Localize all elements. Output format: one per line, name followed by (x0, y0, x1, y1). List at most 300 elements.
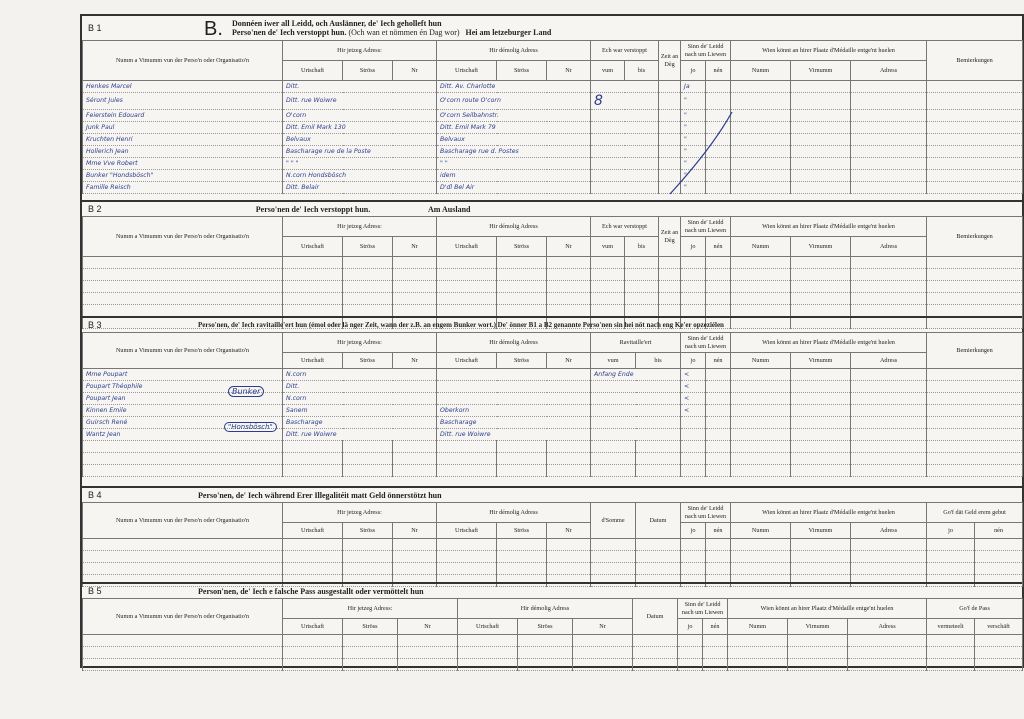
hidden-period (591, 158, 659, 170)
table-cell (731, 381, 791, 393)
former-address: O'corn route O'corn (437, 93, 591, 110)
section-id: B 1 (88, 23, 102, 33)
table-cell (791, 158, 851, 170)
table-row (83, 647, 1023, 659)
former-address: Ditt. Av. Charlotte (437, 81, 591, 93)
table-cell (659, 81, 681, 93)
table-cell (791, 110, 851, 122)
table-cell (591, 539, 636, 551)
table-cell (791, 563, 851, 575)
table-cell (927, 429, 1023, 441)
table-cell (393, 465, 437, 477)
b1-table: Numm a Vimumm vun der Perso'n oder Organisatio'n Hir jetzeg Adress: Hir démolig Adress Ech war verstoppt Zeit an Dèg Sinn de' Leidd nach um Liewen Wien könnt an hirer Plaatz d'Médaille entge'nt huelen Bemierkungen Urtschaft Ströss Nr Urtschaft Ströss Nr vum bis jo nén Numm Virnumm Adress Henkes Marcel Ditt. Ditt. Av. Charlotte Ja Séront Jules Ditt. rue Woiwre O'corn route O'corn 8 " Feierstein Edouard O'corn O'corn Seilbahnstr. " Junk Paul Ditt. Emil Mark 130 Ditt. Emil Mark 79 " Kruchten Henri Belvaux Belvaux " Hollerich Jean Bascharage rue de la Poste Bascharage rue d. Postes " Mme Vve Robert " " " " " " Bunker "Hondsbösch" N.corn Hondsbösch idem " Famille Reisch Ditt. Belair D'dl Bel Air " (82, 40, 1023, 194)
table-cell (283, 635, 343, 647)
table-cell (83, 647, 283, 659)
table-cell (283, 659, 343, 671)
table-row (83, 635, 1023, 647)
table-cell (633, 635, 678, 647)
alive-yes: " (681, 182, 706, 194)
table-cell (659, 134, 681, 146)
current-address: " " " (283, 158, 437, 170)
hidden-period (591, 81, 659, 93)
table-cell (791, 269, 851, 281)
table-cell (851, 405, 927, 417)
table-row (83, 281, 1023, 293)
table-cell (497, 441, 547, 453)
current-address: O'corn (283, 110, 437, 122)
table-cell (706, 293, 731, 305)
table-cell (851, 417, 927, 429)
table-cell (731, 441, 791, 453)
table-cell (547, 305, 591, 317)
table-cell (591, 293, 625, 305)
table-cell (437, 281, 497, 293)
table-row (83, 381, 1023, 393)
table-cell (437, 305, 497, 317)
table-cell (659, 257, 681, 269)
b5-table: Numm a Vimumm vun der Perso'n oder Organisatio'n Hir jetzeg Adress: Hir démolig Adress Datum Sinn de' Leidd nach um Liewen Wien könnt an hirer Plaatz d'Médaille entge'nt huelen Go'f de Pass Urtschaft Ströss Nr Urtschaft Ströss Nr jo nén Numm Virnumm Adress vermeteelt verschäft (82, 598, 1023, 671)
table-cell (791, 305, 851, 317)
supply-period (591, 393, 681, 405)
table-cell (975, 659, 1023, 671)
table-cell (731, 134, 791, 146)
table-cell (706, 393, 731, 405)
person-name: Hollerich Jean (83, 146, 283, 158)
table-cell (706, 551, 731, 563)
table-cell (497, 551, 547, 563)
hidden-period (591, 146, 659, 158)
table-cell (681, 441, 706, 453)
table-cell (283, 293, 343, 305)
table-cell (848, 659, 927, 671)
table-cell (927, 305, 1023, 317)
table-row (83, 158, 1023, 170)
table-cell (659, 170, 681, 182)
table-cell (437, 465, 497, 477)
table-cell (851, 81, 927, 93)
table-cell (788, 635, 848, 647)
table-cell (927, 441, 1023, 453)
table-cell (547, 257, 591, 269)
table-cell (706, 170, 731, 182)
former-address: Bascharage (437, 417, 591, 429)
table-cell (547, 551, 591, 563)
table-cell (927, 281, 1023, 293)
hidden-period (591, 110, 659, 122)
hidden-period (591, 122, 659, 134)
table-cell (706, 81, 731, 93)
table-cell (283, 257, 343, 269)
table-row (83, 465, 1023, 477)
table-cell (791, 134, 851, 146)
former-address: Belvaux (437, 134, 591, 146)
current-address: Sanem (283, 405, 437, 417)
table-cell (437, 453, 497, 465)
table-cell (343, 647, 398, 659)
table-cell (591, 305, 625, 317)
table-cell (398, 647, 458, 659)
table-cell (625, 305, 659, 317)
table-cell (731, 293, 791, 305)
table-cell (731, 551, 791, 563)
table-row (83, 539, 1023, 551)
table-cell (625, 293, 659, 305)
table-cell (497, 293, 547, 305)
former-address (437, 393, 591, 405)
table-cell (681, 453, 706, 465)
alive-yes: " (681, 110, 706, 122)
table-cell (437, 293, 497, 305)
table-cell (731, 93, 791, 110)
current-address: Ditt. Emil Mark 130 (283, 122, 437, 134)
table-row (83, 182, 1023, 194)
table-cell (343, 305, 393, 317)
section-title: Donnéen iwer all Leidd, och Auslänner, de' Iech geholleft hun Perso'nen de' Iech verstoppt hun. (Och wan et nömmen én Dag wor) Hei am letzeburger Land (232, 19, 552, 38)
current-address: Ditt. rue Woiwre (283, 93, 437, 110)
table-cell (83, 539, 283, 551)
table-cell (636, 563, 681, 575)
table-cell (659, 305, 681, 317)
table-cell (851, 93, 927, 110)
person-name: Séront Jules (83, 93, 283, 110)
table-row (83, 393, 1023, 405)
table-cell (659, 281, 681, 293)
alive-yes: " (681, 134, 706, 146)
table-row (83, 293, 1023, 305)
table-cell (393, 281, 437, 293)
table-cell (731, 257, 791, 269)
supply-period (591, 405, 681, 417)
person-name: Kinnen Emile (83, 405, 283, 417)
table-row (83, 146, 1023, 158)
person-name: Mme Poupart (83, 369, 283, 381)
table-cell (927, 647, 975, 659)
table-cell (83, 293, 283, 305)
table-cell (851, 122, 927, 134)
col-name: Numm a Vimumm vun der Perso'n oder Organisatio'n (83, 41, 283, 81)
table-cell (927, 110, 1023, 122)
table-cell (659, 158, 681, 170)
table-cell (791, 441, 851, 453)
table-cell (927, 539, 975, 551)
b2-table: Numm a Vimumm vun der Perso'n oder Organisatio'n Hir jetzeg Adress: Hir démolig Adress Ech war verstoppt Zeit an Dèg Sinn de' Leidd nach um Liewen Wien könnt an hirer Plaatz d'Médaille entge'nt huelen Bemierkungen Urtschaft Ströss Nr Urtschaft Ströss Nr vum bis jo nén Numm Virnumm Adress (82, 216, 1023, 329)
table-cell (851, 453, 927, 465)
table-cell (851, 257, 927, 269)
table-cell (791, 281, 851, 293)
table-cell (731, 465, 791, 477)
b2-header: B 2 Perso'nen de' Iech verstoppt hun. Am Ausland (88, 204, 471, 214)
table-cell (927, 465, 1023, 477)
table-cell (283, 551, 343, 563)
table-cell (731, 182, 791, 194)
table-cell (848, 635, 927, 647)
table-cell (83, 551, 283, 563)
table-row (83, 369, 1023, 381)
alive-yes: < (681, 381, 706, 393)
table-cell (731, 170, 791, 182)
table-cell (851, 281, 927, 293)
alive-yes: " (681, 122, 706, 134)
table-cell (706, 417, 731, 429)
table-cell (458, 635, 518, 647)
supply-period (591, 417, 681, 429)
alive-yes: " (681, 146, 706, 158)
table-cell (851, 134, 927, 146)
table-cell (731, 429, 791, 441)
table-cell (851, 563, 927, 575)
table-cell (703, 635, 728, 647)
former-address (437, 381, 591, 393)
table-cell (706, 369, 731, 381)
former-address: O'corn Seilbahnstr. (437, 110, 591, 122)
table-cell (851, 110, 927, 122)
hidden-period: 8 (591, 93, 659, 110)
table-cell (678, 635, 703, 647)
table-cell (851, 465, 927, 477)
table-cell (497, 305, 547, 317)
table-cell (547, 281, 591, 293)
table-row (83, 551, 1023, 563)
table-cell (788, 659, 848, 671)
table-cell (791, 257, 851, 269)
table-cell (591, 563, 636, 575)
table-cell (851, 305, 927, 317)
hidden-period (591, 182, 659, 194)
table-cell (659, 93, 681, 110)
table-cell (547, 563, 591, 575)
table-row (83, 257, 1023, 269)
table-cell (343, 257, 393, 269)
table-cell (731, 369, 791, 381)
table-cell (927, 146, 1023, 158)
table-cell (591, 257, 625, 269)
table-cell (731, 158, 791, 170)
table-cell (83, 281, 283, 293)
table-cell (927, 369, 1023, 381)
table-cell (283, 563, 343, 575)
table-cell (83, 635, 283, 647)
table-cell (851, 429, 927, 441)
table-cell (731, 122, 791, 134)
table-cell (851, 170, 927, 182)
table-cell (791, 93, 851, 110)
table-cell (731, 81, 791, 93)
table-cell (851, 182, 927, 194)
table-cell (731, 305, 791, 317)
current-address: Belvaux (283, 134, 437, 146)
table-cell (393, 441, 437, 453)
table-cell (518, 635, 573, 647)
table-cell (791, 381, 851, 393)
current-address: Ditt. (283, 81, 437, 93)
table-cell (83, 659, 283, 671)
table-cell (497, 453, 547, 465)
table-cell (731, 269, 791, 281)
table-cell (458, 647, 518, 659)
table-cell (703, 647, 728, 659)
table-cell (731, 281, 791, 293)
supply-period (591, 429, 681, 441)
table-cell (458, 659, 518, 671)
table-cell (633, 659, 678, 671)
table-cell (636, 551, 681, 563)
table-cell (731, 146, 791, 158)
table-cell (927, 158, 1023, 170)
table-cell (706, 146, 731, 158)
table-cell (731, 453, 791, 465)
table-cell (706, 122, 731, 134)
table-cell (678, 647, 703, 659)
table-cell (927, 257, 1023, 269)
table-cell (927, 170, 1023, 182)
table-cell (927, 393, 1023, 405)
table-cell (706, 405, 731, 417)
table-cell (791, 293, 851, 305)
table-cell (83, 305, 283, 317)
table-cell (573, 647, 633, 659)
table-row (83, 429, 1023, 441)
table-row (83, 305, 1023, 317)
table-cell (591, 441, 636, 453)
table-cell (659, 122, 681, 134)
table-cell (83, 563, 283, 575)
table-cell (848, 647, 927, 659)
person-name: Kruchten Henri (83, 134, 283, 146)
table-cell (83, 269, 283, 281)
table-cell (393, 305, 437, 317)
table-cell (343, 441, 393, 453)
table-row (83, 122, 1023, 134)
table-cell (927, 182, 1023, 194)
table-cell (681, 281, 706, 293)
table-cell (927, 563, 975, 575)
former-address: D'dl Bel Air (437, 182, 591, 194)
table-cell (283, 441, 343, 453)
person-name: Guirsch René (83, 417, 283, 429)
table-cell (927, 453, 1023, 465)
table-cell (706, 182, 731, 194)
table-cell (851, 158, 927, 170)
person-name: Famille Reisch (83, 182, 283, 194)
table-cell (731, 563, 791, 575)
table-cell (591, 551, 636, 563)
table-cell (927, 122, 1023, 134)
table-row (83, 81, 1023, 93)
table-cell (659, 110, 681, 122)
section-b3 (82, 316, 1022, 477)
table-cell (547, 539, 591, 551)
table-cell (706, 453, 731, 465)
current-address: Ditt. rue Woiwre (283, 429, 437, 441)
supply-period (591, 381, 681, 393)
alive-yes: < (681, 393, 706, 405)
alive-yes: " (681, 93, 706, 110)
current-address: Bascharage (283, 417, 437, 429)
table-cell (706, 281, 731, 293)
alive-yes: < (681, 405, 706, 417)
table-cell (706, 441, 731, 453)
table-cell (547, 465, 591, 477)
current-address: N.corn (283, 369, 437, 381)
alive-yes: < (681, 369, 706, 381)
alive-yes: Ja (681, 81, 706, 93)
table-cell (927, 293, 1023, 305)
table-cell (706, 110, 731, 122)
table-cell (851, 441, 927, 453)
table-cell (681, 257, 706, 269)
table-cell (706, 269, 731, 281)
table-cell (851, 369, 927, 381)
table-cell (547, 293, 591, 305)
table-cell (437, 441, 497, 453)
table-cell (927, 93, 1023, 110)
supply-period: Anfang Ende (591, 369, 681, 381)
table-cell (681, 293, 706, 305)
alive-yes (681, 429, 706, 441)
former-address: " " (437, 158, 591, 170)
table-row (83, 269, 1023, 281)
table-row (83, 110, 1023, 122)
table-cell (791, 393, 851, 405)
table-cell (706, 305, 731, 317)
table-cell (681, 563, 706, 575)
current-address: Ditt. Belair (283, 182, 437, 194)
table-cell (393, 563, 437, 575)
table-cell (83, 257, 283, 269)
section-b5 (82, 582, 1022, 671)
table-cell (681, 305, 706, 317)
table-row (83, 563, 1023, 575)
table-cell (343, 453, 393, 465)
table-cell (625, 257, 659, 269)
table-cell (547, 453, 591, 465)
table-cell (393, 551, 437, 563)
table-cell (703, 659, 728, 671)
table-row (83, 659, 1023, 671)
table-cell (681, 465, 706, 477)
person-name: Bunker "Hondsbösch" (83, 170, 283, 182)
table-cell (283, 269, 343, 281)
b4-header: B 4 Perso'nen, de' Iech während Erer Illegalitéit matt Geld önnerstötzt hun (88, 490, 442, 500)
hidden-period (591, 170, 659, 182)
table-cell (636, 453, 681, 465)
table-cell (591, 281, 625, 293)
table-cell (731, 417, 791, 429)
table-cell (633, 647, 678, 659)
table-cell (731, 539, 791, 551)
former-address (437, 369, 591, 381)
table-cell (731, 393, 791, 405)
table-cell (573, 659, 633, 671)
form-page (80, 14, 1024, 668)
person-name: Feierstein Edouard (83, 110, 283, 122)
table-cell (343, 465, 393, 477)
table-cell (975, 563, 1023, 575)
table-cell (547, 441, 591, 453)
table-cell (706, 563, 731, 575)
table-cell (83, 465, 283, 477)
b1-header (82, 16, 1022, 40)
table-row (83, 134, 1023, 146)
table-cell (851, 539, 927, 551)
table-cell (437, 551, 497, 563)
table-cell (975, 635, 1023, 647)
table-row (83, 170, 1023, 182)
table-cell (681, 551, 706, 563)
table-cell (927, 134, 1023, 146)
table-cell (83, 453, 283, 465)
section-b1 (82, 16, 1022, 194)
